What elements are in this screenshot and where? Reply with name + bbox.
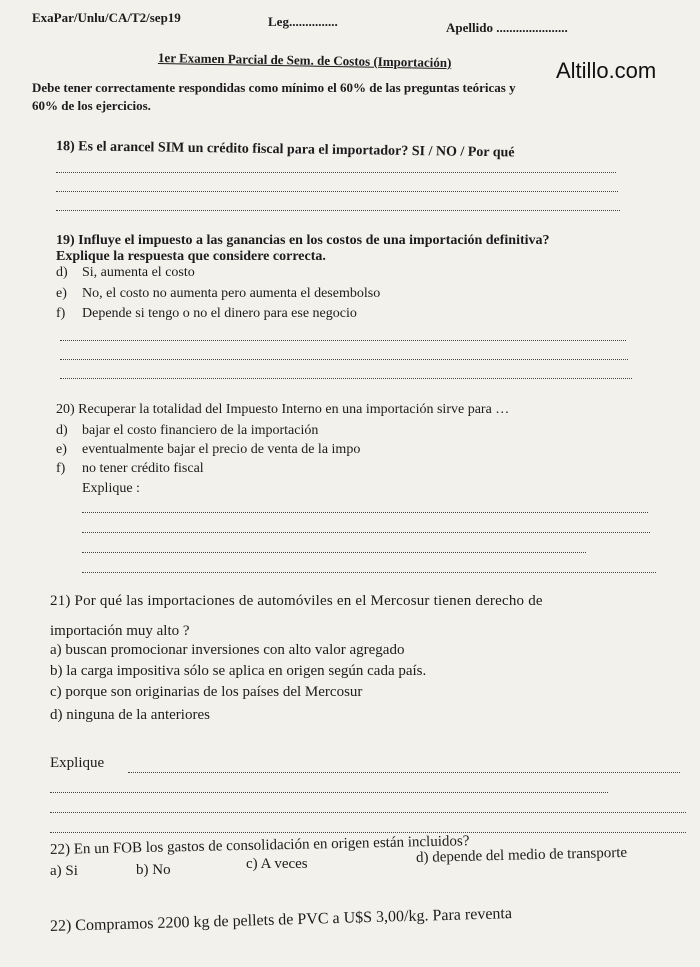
answer-line bbox=[56, 191, 618, 192]
q20-option-letter: e) bbox=[56, 442, 67, 457]
q20-option-f: no tener crédito fiscal bbox=[82, 461, 204, 476]
question-21-line-1: 21) Por qué las importaciones de automóviles en el Mercosur tienen derecho de bbox=[50, 593, 543, 609]
answer-line bbox=[60, 378, 632, 379]
q21-option-a: a) buscan promocionar inversiones con alto valor agregado bbox=[50, 642, 405, 658]
q19-option-e: No, el costo no aumenta pero aumenta el desembolso bbox=[82, 286, 381, 301]
answer-line bbox=[50, 832, 686, 833]
answer-line bbox=[56, 210, 620, 211]
q22-option-a: a) Si bbox=[50, 863, 78, 879]
answer-line bbox=[60, 340, 626, 341]
q20-option-letter: f) bbox=[56, 461, 66, 476]
instructions-line-2: 60% de los ejercicios. bbox=[32, 98, 151, 113]
question-21-line-2: importación muy alto ? bbox=[50, 623, 190, 639]
q20-explain-label: Explique : bbox=[82, 481, 140, 496]
q19-option-letter: d) bbox=[56, 265, 68, 280]
question-18: 18) Es el arancel SIM un crédito fiscal para el importador? SI / NO / Por qué bbox=[55, 139, 515, 161]
q20-option-letter: d) bbox=[56, 423, 68, 438]
q19-option-d: Si, aumenta el costo bbox=[82, 265, 195, 280]
apellido-field: Apellido ...................... bbox=[446, 20, 568, 35]
answer-line bbox=[50, 792, 608, 793]
q21-explain-label: Explique bbox=[50, 755, 105, 771]
q22-option-c: c) A veces bbox=[246, 856, 308, 872]
instructions-line-1: Debe tener correctamente respondidas como mínimo el 60% de las preguntas teóricas y bbox=[32, 80, 516, 95]
answer-line bbox=[82, 552, 586, 553]
answer-line bbox=[82, 572, 656, 573]
answer-line bbox=[50, 812, 686, 813]
q21-option-c: c) porque son originarias de los países del Mercosur bbox=[50, 684, 363, 700]
answer-line bbox=[60, 359, 628, 360]
q22-option-b: b) No bbox=[136, 862, 171, 878]
q20-option-d: bajar el costo financiero de la importación bbox=[82, 423, 319, 438]
q19-option-letter: e) bbox=[56, 286, 67, 301]
question-19: 19) Influye el impuesto a las ganancias en los costos de una importación definitiva? bbox=[56, 233, 550, 248]
q20-option-e: eventualmente bajar el precio de venta de la impo bbox=[82, 442, 361, 457]
answer-line bbox=[56, 172, 616, 173]
q19-option-letter: f) bbox=[56, 306, 66, 321]
answer-line bbox=[82, 512, 648, 513]
answer-line bbox=[128, 772, 680, 773]
q21-option-b: b) la carga impositiva sólo se aplica en origen según cada país. bbox=[50, 663, 427, 679]
question-22-pellets: 22) Compramos 2200 kg de pellets de PVC a U$S 3,00/kg. Para reventa bbox=[49, 905, 513, 935]
question-22-fob: 22) En un FOB los gastos de consolidación en origen están incluidos? bbox=[49, 833, 470, 858]
question-20: 20) Recuperar la totalidad del Impuesto Interno en una importación sirve para … bbox=[56, 402, 510, 417]
q19-option-f: Depende si tengo o no el dinero para ese negocio bbox=[82, 306, 357, 321]
leg-field: Leg............... bbox=[268, 14, 338, 29]
q22-option-d: d) depende del medio de transporte bbox=[415, 844, 628, 866]
exam-title: 1er Examen Parcial de Sem. de Costos (Importación) bbox=[157, 50, 452, 71]
q21-option-d: d) ninguna de la anteriores bbox=[50, 707, 210, 723]
watermark-text: Altillo.com bbox=[556, 58, 657, 83]
answer-line bbox=[82, 532, 650, 533]
exam-code: ExaPar/Unlu/CA/T2/sep19 bbox=[32, 10, 181, 25]
question-19-sub: Explique la respuesta que considere correcta. bbox=[56, 249, 326, 264]
